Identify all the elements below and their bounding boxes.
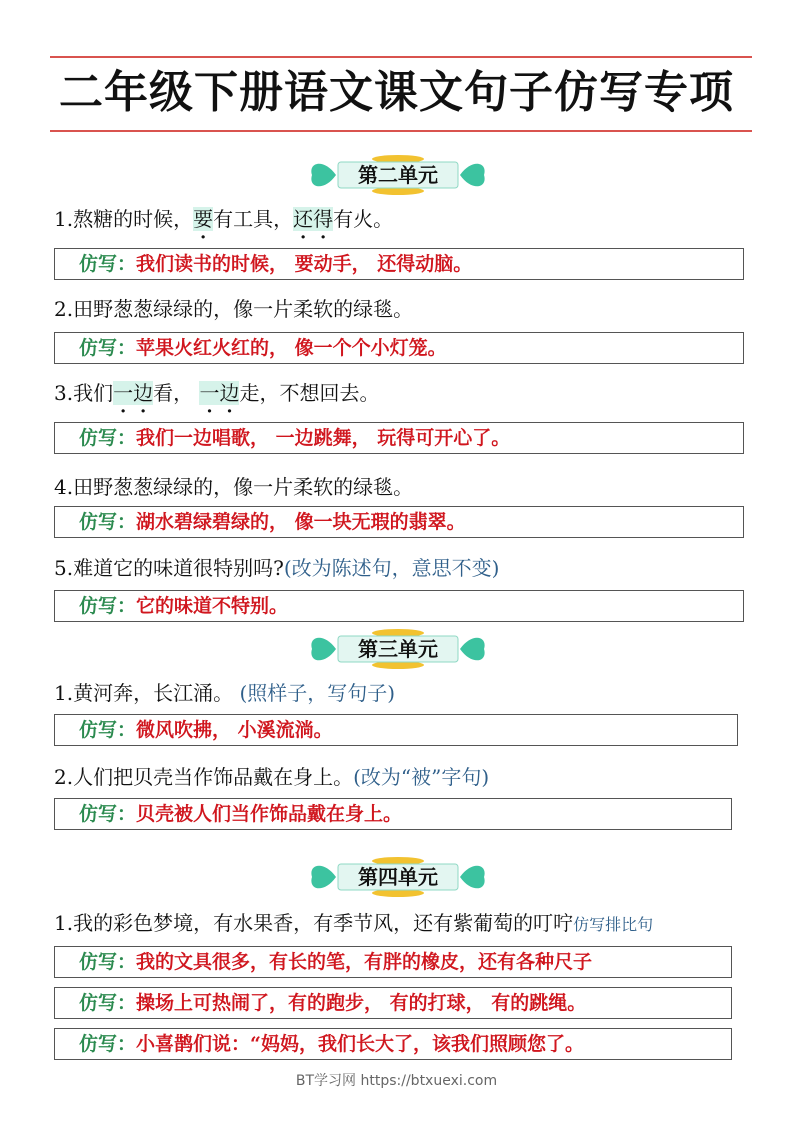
answer-label: 仿写： [79,253,137,275]
answer-text: 我们一边唱歌， 一边跳舞， 玩得可开心了。 [136,427,511,449]
instruction-note: 仿写排比句 [573,915,654,934]
page-title: 二年级下册语文课文句子仿写专项 [59,67,734,118]
answer-box [54,946,732,978]
answer-label: 仿写： [79,951,137,973]
question-line [54,908,653,938]
emphasized-word: 边 [133,381,154,405]
answer-label: 仿写： [79,511,137,533]
question-number: 2. [54,297,74,321]
question-line [54,378,379,408]
answer-text: 微风吹拂， 小溪流淌。 [136,719,333,741]
question-number: 1. [54,681,74,705]
answer-text: 我们读书的时候， 要动手， 还得动脑。 [136,253,473,275]
answer-text: 苹果火红火红的， 像一个个小灯笼。 [136,337,447,359]
answer-label: 仿写： [79,1033,137,1055]
question-text: 田野葱葱绿绿的，像一片柔软的绿毯。 [73,475,414,499]
answer-box [54,987,732,1019]
answer-box [54,332,744,364]
emphasized-word: 边 [219,381,240,405]
question-text: 熬糖的时候， [73,207,194,231]
answer-label: 仿写： [79,337,137,359]
answer-label: 仿写： [79,719,137,741]
answer-text: 我的文具很多，有长的笔，有胖的橡皮，还有各种尺子 [136,951,593,973]
question-text: 人们把贝壳当作饰品戴在身上。 [73,765,354,789]
unit-banner-2 [306,628,490,670]
unit-banner-3 [306,856,490,898]
question-number: 3. [54,381,74,405]
question-number: 1. [54,911,74,935]
question-number: 2. [54,765,74,789]
answer-box [54,248,744,280]
question-text: 走，不想回去。 [239,381,380,405]
question-line [54,678,395,708]
footer-watermark: BT学习网 https://btxuexi.com [295,1073,498,1089]
answer-box [54,506,744,538]
question-line [54,294,413,324]
unit-title: 第四单元 [358,865,438,889]
question-line [54,472,413,502]
question-line [54,553,499,583]
unit-title: 第二单元 [358,163,438,187]
unit-banner-1 [306,154,490,196]
question-text: 我们 [73,381,114,405]
question-text: 黄河奔，长江涌。 [73,681,234,705]
emphasized-word: 一 [113,381,134,405]
answer-box [54,714,738,746]
answer-box [54,590,744,622]
instruction-note: (改为“被”字句) [353,765,490,789]
instruction-note: (照样子，写句子) [233,681,396,705]
answer-text: 它的味道不特别。 [136,595,289,617]
answer-label: 仿写： [79,595,137,617]
answer-text: 操场上可热闹了，有的跑步， 有的打球， 有的跳绳。 [136,992,587,1014]
emphasized-word: 要 [193,207,214,231]
question-text: 有工具， [213,207,294,231]
question-number: 5. [54,556,74,580]
answer-label: 仿写： [79,992,137,1014]
question-text: 田野葱葱绿绿的，像一片柔软的绿毯。 [73,297,414,321]
answer-box [54,422,744,454]
answer-box [54,798,732,830]
answer-label: 仿写： [79,803,137,825]
emphasized-word: 还 [293,207,314,231]
question-text: 我的彩色梦境，有水果香，有季节风，还有紫葡萄的叮咛 [73,911,574,935]
answer-text: 小喜鹊们说：“妈妈，我们长大了，该我们照顾您了。 [136,1033,584,1055]
question-number: 4. [54,475,74,499]
answer-text: 湖水碧绿碧绿的， 像一块无瑕的翡翠。 [136,511,466,533]
question-line [54,204,393,234]
question-number: 1. [54,207,74,231]
question-text: 有火。 [333,207,394,231]
answer-text: 贝壳被人们当作饰品戴在身上。 [136,803,403,825]
answer-label: 仿写： [79,427,137,449]
instruction-note: (改为陈述句，意思不变) [283,556,500,580]
question-text: 看， [153,381,200,405]
emphasized-word: 一 [199,381,220,405]
bottom-rule [50,130,752,132]
unit-title: 第三单元 [358,637,438,661]
question-text: 难道它的味道很特别吗? [73,556,284,580]
question-line [54,762,489,792]
emphasized-word: 得 [313,207,334,231]
answer-box [54,1028,732,1060]
